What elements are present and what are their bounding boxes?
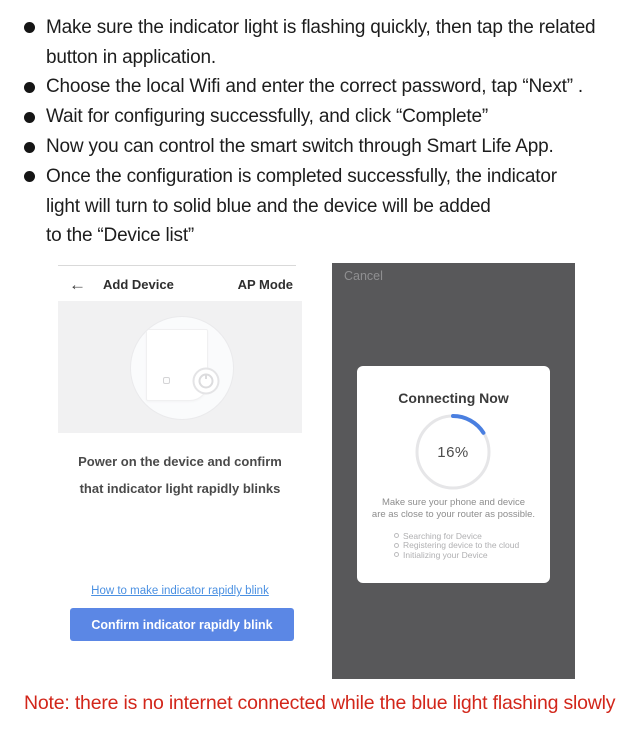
- progress-percent-label: 16%: [437, 444, 469, 461]
- instruction-line: [24, 43, 595, 73]
- divider: [58, 265, 296, 266]
- how-to-blink-link[interactable]: How to make indicator rapidly blink: [91, 585, 269, 597]
- instruction-text: Now you can control the smart switch through Smart Life App.: [46, 136, 554, 158]
- instruction-line: [24, 13, 595, 43]
- power-on-instruction-line2: that indicator light rapidly blinks: [79, 481, 281, 496]
- instruction-list: [24, 13, 595, 251]
- connecting-dialog: [357, 366, 550, 583]
- instruction-line: [24, 162, 595, 192]
- device-illustration-circle: [130, 316, 234, 420]
- add-device-header: [57, 274, 295, 296]
- page-title: Add Device: [103, 277, 174, 292]
- step-ring-icon: [394, 533, 399, 538]
- indicator-light-icon: [163, 377, 170, 384]
- instruction-line: [24, 73, 595, 103]
- power-button-icon: [192, 367, 220, 395]
- step-label: Registering device to the cloud: [403, 540, 520, 551]
- add-device-screenshot: [57, 258, 303, 650]
- bullet-icon: [24, 22, 35, 33]
- instruction-text: Make sure the indicator light is flashing quickly, then tap the related: [46, 16, 596, 38]
- instruction-line: [24, 222, 595, 252]
- bullet-icon: [24, 142, 35, 153]
- instruction-text: Choose the local Wifi and enter the correct password, tap “Next” .: [46, 76, 583, 98]
- step-registering: [394, 541, 519, 551]
- dialog-title: Connecting Now: [398, 390, 509, 406]
- connection-steps: [394, 531, 519, 560]
- step-ring-icon: [394, 543, 399, 548]
- instruction-text: to the “Device list”: [46, 225, 195, 247]
- instruction-text: Once the configuration is completed successfully, the indicator: [46, 165, 557, 187]
- caption-line2: are as close to your router as possible.: [371, 508, 536, 520]
- instruction-text: light will turn to solid blue and the device will be added: [46, 195, 491, 217]
- instruction-text: Wait for configuring successfully, and click “Complete”: [46, 106, 488, 128]
- router-proximity-caption: [357, 497, 550, 520]
- step-searching: [394, 531, 519, 541]
- confirm-blink-button[interactable]: Confirm indicator rapidly blink: [70, 608, 294, 641]
- note-text: Note: there is no internet connected while the blue light flashing slowly: [24, 692, 616, 714]
- ap-mode-button[interactable]: AP Mode: [237, 277, 293, 292]
- instruction-line: [24, 102, 595, 132]
- bullet-icon: [24, 82, 35, 93]
- bullet-icon: [24, 171, 35, 182]
- step-initializing: [394, 550, 519, 560]
- progress-ring: [413, 412, 493, 492]
- instruction-line: [24, 132, 595, 162]
- instruction-line: [24, 192, 595, 222]
- device-illustration-area: [58, 301, 302, 433]
- step-label: Searching for Device: [403, 530, 482, 541]
- caption-line1: Make sure your phone and device: [381, 497, 526, 508]
- connecting-screenshot: [332, 263, 575, 679]
- power-on-instruction-line1: Power on the device and confirm: [78, 454, 282, 469]
- bullet-icon: [24, 112, 35, 123]
- cancel-button[interactable]: Cancel: [344, 269, 383, 283]
- step-ring-icon: [394, 552, 399, 557]
- instruction-text: button in application.: [46, 46, 216, 68]
- back-arrow-icon[interactable]: ←: [69, 275, 86, 294]
- step-label: Initializing your Device: [403, 549, 488, 560]
